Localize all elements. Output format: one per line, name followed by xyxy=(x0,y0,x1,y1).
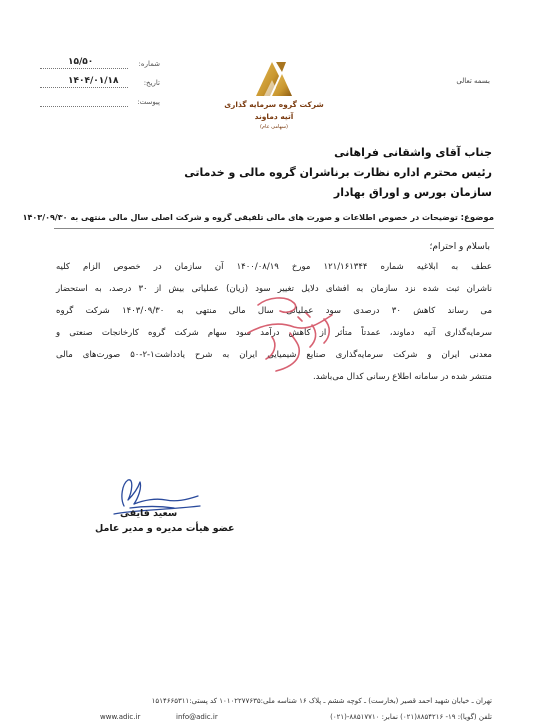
body-line: عطف به ابلاغیه شماره ۱۲۱/۱۶۱۳۴۴ مورخ ۱۴۰۰/۰۸/۱۹ آن سازمان در خصوص الزام کلیه xyxy=(56,262,492,272)
letter-number-field xyxy=(40,58,160,72)
red-stamp-icon xyxy=(228,275,358,385)
signatory-name: سعید فایقی xyxy=(120,508,178,519)
letter-attachment-field xyxy=(40,96,160,110)
letter-number-value: ۱۵/۵۰ xyxy=(68,57,94,67)
body-line: سرمایه‌گذاری آتیه دماوند، عمدتاً متأثر از کاهش درآمد سود سهام شرکت گروه کارخانجات صنعتی و xyxy=(56,328,492,338)
footer-phone: تلفن (گویا): ۱۹- ۸۸۵۴۲۱۶(۰۲۱) نمابر: ۸۸۵۱۷۷۱۰-(۰۲۱) xyxy=(330,713,492,721)
subject-text: توضیحات در خصوص اطلاعات و صورت های مالی تلفیقی گروه و شرکت اصلی سال مالی منتهی به ۱۴۰۳/۰۹/۳۰ xyxy=(22,213,458,222)
logo-company-type: (سهامی عام) xyxy=(260,124,288,130)
letter-date-label: تاریخ: xyxy=(143,79,160,87)
basmala: بسمه تعالی xyxy=(456,77,490,85)
letter-attachment-label: پیوست: xyxy=(137,98,160,106)
letter-date-value: ۱۴۰۴/۰۱/۱۸ xyxy=(68,76,119,86)
subject-divider xyxy=(54,228,494,229)
logo-emblem-icon xyxy=(252,58,296,98)
subject-label: موضوع: xyxy=(460,213,494,223)
logo-company-name-2: آتیه دماوند xyxy=(254,112,294,121)
footer-website: www.adic.ir xyxy=(100,713,141,721)
recipient-organization: سازمان بورس و اوراق بهادار xyxy=(333,186,492,199)
letter-date-field xyxy=(40,77,160,91)
footer-address: تهران ـ خیابان شهید احمد قصیر (بخارست) ـ کوچه ششم ـ پلاک ۱۶ شناسه ملی:۱۰۱۰۲۲۷۷۶۳۵ کد پستی:۱۵۱۴۶۶۵۳۱۱ xyxy=(151,697,492,705)
recipient-title: رئیس محترم اداره نظارت برناشران گروه مالی و خدماتی xyxy=(184,166,492,179)
letter-date-line xyxy=(40,87,128,88)
signature-icon xyxy=(104,470,214,530)
letter-number-line xyxy=(40,68,128,69)
letter-number-label: شماره: xyxy=(138,60,160,68)
body-line: ناشران ثبت شده نزد سازمان به افشای دلایل تغییر سود (زیان) عملیاتی بیش از ۳۰ درصد، به استحضار xyxy=(56,284,492,294)
body-line: می رساند کاهش ۳۰ درصدی سود عملیاتی سال مالی منتهی به ۱۴۰۳/۰۹/۳۰ شرکت گروه xyxy=(56,306,493,316)
subject-line xyxy=(22,213,494,223)
body-line-last: منتشر شده در سامانه اطلاع رسانی کدال می‌باشد. xyxy=(312,372,492,382)
footer-email: info@adic.ir xyxy=(176,713,218,721)
letter-attachment-line xyxy=(40,106,128,107)
company-logo xyxy=(222,58,326,140)
logo-company-name: شرکت گروه سرمایه گذاری xyxy=(224,100,324,109)
body-line: معدنی ایران و شرکت سرمایه‌گذاری صنایع شیمیایی ایران به شرح یادداشت۱-۲-۵۰ صورت‌های مالی xyxy=(56,350,492,360)
greeting: باسلام و احترام؛ xyxy=(429,242,490,252)
signatory-title: عضو هیأت مدیره و مدیر عامل xyxy=(95,523,235,534)
recipient-name: جناب آقای واشقانی فراهانی xyxy=(334,146,492,159)
